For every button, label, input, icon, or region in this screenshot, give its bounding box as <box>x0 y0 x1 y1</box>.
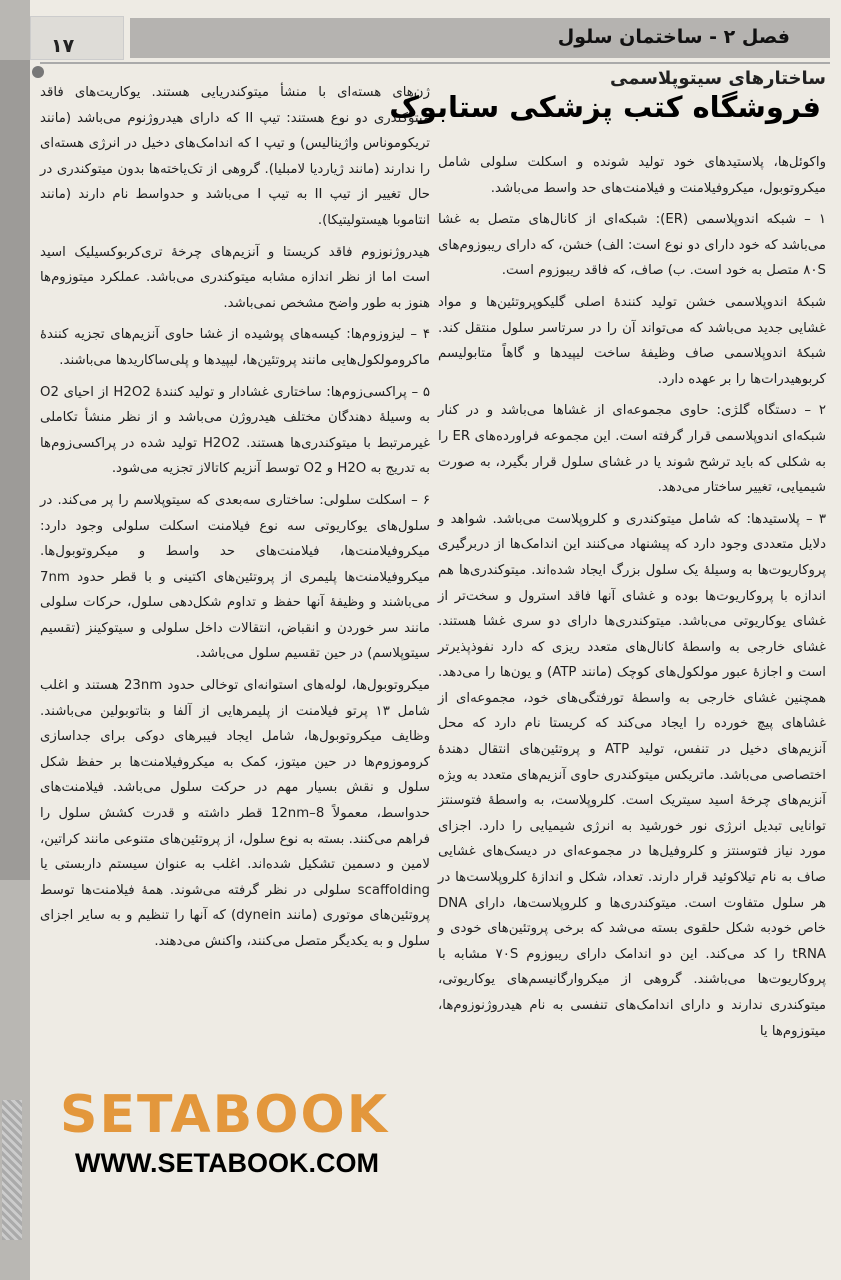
margin-pattern <box>2 1100 22 1240</box>
left-column <box>40 80 430 961</box>
section-heading: ساختارهای سیتوپلاسمی <box>610 68 826 89</box>
logo-text: SETABOOK <box>60 1085 389 1145</box>
paragraph: هیدروژنوزوم فاقد کریستا و آنزیم‌های چرخهٔ تری‌کربوکسیلیک اسید است اما از نظر اندازه مشابه میتوکندری می‌باشد. عملکرد میتوزوم‌ها هنوز به طور واضح مشخص نمی‌باشد. <box>40 244 430 311</box>
paragraph: ۴ – لیزوزوم‌ها: کیسه‌های پوشیده از غشا حاوی آنزیم‌های تجزیه کنندهٔ ماکرومولکول‌هایی مانند پروتئین‌ها، لیپیدها و پلی‌ساکاریدها می‌باشند. <box>40 327 430 368</box>
paragraph: ژن‌های هسته‌ای با منشأ میتوکندریایی هستند. یوکاریت‌های فاقد میتوکندری دو نوع هستند: تیپ II که دارای هیدروژنوم می‌باشد (مانند تریکوموناس واژینالیس) و تیپ I که اندامک‌های دخیل در انرژی هسته‌ای را ندارند (مانند ژیاردیا لامبلیا). گروهی از تک‌یاخته‌ها بدون میتوکندری در حال تغییر از تیپ II به تیپ I می‌باشد و حدواسط نام دارند (مانند انتاموبا هیستولیتیکا). <box>40 85 431 228</box>
page-number-box <box>30 16 124 60</box>
page-header <box>30 8 830 58</box>
page-number: ۱۷ <box>51 35 75 57</box>
header-rule <box>40 62 830 64</box>
paragraph: شبکهٔ اندوپلاسمی خشن تولید کنندهٔ اصلی گلیکوپروتئین‌ها و مواد غشایی جدید می‌باشد که می‌تواند آن را در سرتاسر سلول منتقل کند. شبکهٔ اندوپلاسمی صاف وظیفهٔ ساخت لیپیدها و گاهاً متابولیسم کربوهیدرات‌ها را بر عهده دارد. <box>438 294 826 387</box>
paragraph: ۵ – پراکسی‌زوم‌ها: ساختاری غشادار و تولید کنندهٔ H2O2 از احیای O2 به وسیلهٔ دهندگان مختلف هیدروژن می‌باشد و از نظر منشأ تکاملی غیرمرتبط با میتوکندری‌ها هستند. H2O2 تولید شده در پراکسی‌زوم‌ها به تدریج به H2O و O2 توسط آنزیم کاتالاز تجزیه می‌شود. <box>40 384 430 477</box>
paragraph: ۲ – دستگاه گلژی: حاوی مجموعه‌ای از غشاها می‌باشد و در کنار شبکه‌ای اندوپلاسمی قرار گرفته است. این مجموعه فراورده‌های ER را به شکلی که باید ترشح شوند یا در غشای سلول قرار بگیرد، به صورت شیمیایی، تغییر ساختار می‌دهد. <box>438 403 827 496</box>
chapter-tab <box>0 60 30 880</box>
paragraph: میکروتوبول‌ها، لوله‌های استوانه‌ای توخالی حدود 23nm هستند و اغلب شامل ۱۳ پرتو فیلامنت از پلیمرهایی از آلفا و بتاتوبولین می‌باشند. وظایف میکروتوبول‌ها، شامل ایجاد فیبرهای دوکی برای جداسازی کروموزوم‌ها در حین میتوز، کمک به میکروفیلامنت‌ها بر حفظ شکل سلول و نقش بسیار مهم در حرکت سلول می‌باشد. فیلامنت‌های حدواسط، معمولاً 8–12nm قطر داشته و قدرت کشش سلول را فراهم می‌کنند. بسته به نوع سلول، از پروتئین‌های متنوعی مانند کراتین، لامین و دسمین تشکیل شده‌اند. اغلب به عنوان سیستم داربستی یا scaffolding سلولی در نظر گرفته می‌شوند. همهٔ فیلامنت‌ها توسط پروتئین‌های موتوری (مانند dynein) که آنها را تنظیم و به سایر اجزای سلول و به یکدیگر متصل می‌کنند، واکنش می‌دهند. <box>40 678 431 949</box>
watermark-title: فروشگاه کتب پزشکی ستابوک <box>389 90 821 124</box>
watermark-url[interactable]: WWW.SETABOOK.COM <box>75 1148 379 1178</box>
paragraph: ۶ – اسکلت سلولی: ساختاری سه‌بعدی که سیتوپلاسم را پر می‌کند. در سلول‌های یوکاریوتی سه نوع فیلامنت اسکلت سلولی وجود دارد: میکروفیلامنت‌ها، فیلامنت‌های حد واسط و میکروتوبول‌ها. میکروفیلامنت‌ها پلیمری از پروتئین‌های اکتینی و با قطر حدود 7nm می‌باشند و وظیفهٔ آنها حفظ و تداوم شکل‌دهی سلول، حرکات سلولی مانند سر خوردن و انقباض، انتقالات داخل سلولی و سیتوکینز (تقسیم سیتوپلاسم) در حین تقسیم سلول می‌باشد. <box>40 492 430 662</box>
chapter-title: فصل ۲ - ساختمان سلول <box>557 26 790 48</box>
paragraph: ۱ – شبکه اندوپلاسمی (ER): شبکه‌ای از کانال‌های متصل به غشا می‌باشد که خود دارای دو نوع است: الف) خشن، که دارای ریبوزوم‌های ۸۰S متصل به خود است. ب) صاف، که فاقد ریبوزوم است. <box>438 212 826 279</box>
paragraph: واکوئل‌ها، پلاستیدهای خود تولید شونده و اسکلت سلولی شامل میکروتوبول، میکروفیلامنت و فیلامنت‌های حد واسط می‌باشد. <box>438 155 826 196</box>
chapter-bar <box>130 18 830 58</box>
bullet-dot <box>32 66 44 78</box>
paragraph: ۳ – پلاستیدها: که شامل میتوکندری و کلروپلاست می‌باشد. شواهد و دلایل متعددی وجود دارد که پیشنهاد می‌کنند این اندامک‌ها از دربرگیری پروکاریوت‌ها به وسیلهٔ یک سلول بزرگ ایجاد شده‌اند. میتوکندری‌ها هم اندازه با پروکاریوت‌ها بوده و غشای آنها فاقد استرول و سخت‌تر از غشای یوکاریوتی می‌باشد. میتوکندری‌ها دارای دو سری غشا هستند. غشای خارجی به واسطهٔ کانال‌های متعدد ریزی که دارد نفوذپذیرتر است و اجازهٔ عبور مولکول‌های کوچک (مانند ATP) و یون‌ها را می‌دهد. همچنین غشای خارجی به واسطهٔ تورفتگی‌های خود، مجموعه‌ای از غشاهای پیچ خورده را ایجاد می‌کند که کریستا نام دارد که محل آنزیم‌های دخیل در تنفس، تولید ATP و پروتئین‌های انتقال دهندهٔ اختصاصی می‌باشد. ماتریکس میتوکندری حاوی آنزیم‌های متعدد به ویژه آنزیم‌های چرخهٔ اسید سیتریک است. کلروپلاست، به واسطهٔ فتوسنتز توانایی تبدیل انرژی نور خورشید به انرژی شیمیایی را دارد. اجزای مورد نیاز فتوسنتز و کلروفیل‌ها در مجموعه‌ای در دیسک‌های غشایی صاف به نام تیلاکوئید قرار دارند. تعداد، شکل و اندازهٔ کلروپلاست‌ها در هر سلول متفاوت است. میتوکندری‌ها و کلروپلاست‌ها، دارای DNA خاص خودبه شکل حلقوی بسته می‌شد که برخی پروتئین‌های خودی و tRNA را کد می‌کند. این دو اندامک دارای ریبوزوم ۷۰S مشابه با پروکاریوت‌ها می‌باشند. گروهی از میکروارگانیسم‌های یوکاریوتی، میتوکندری ندارند و دارای اندامک‌های تنفسی به نام هیدروژنوزوم‌ها، میتوزوم‌ها یا <box>438 511 827 1039</box>
